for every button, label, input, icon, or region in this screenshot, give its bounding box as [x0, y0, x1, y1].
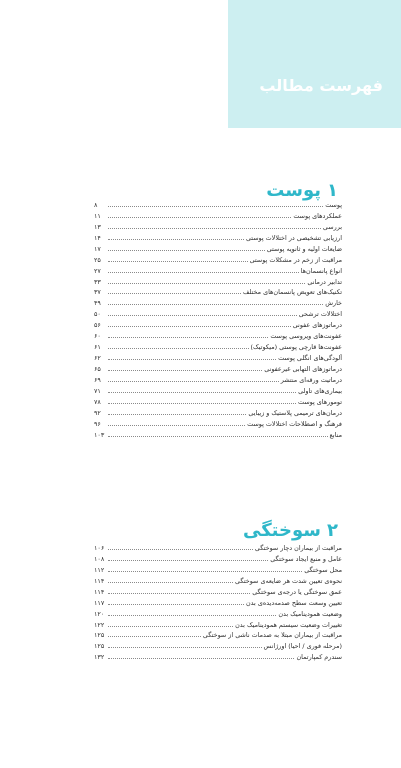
- toc-entry[interactable]: [94, 619, 342, 630]
- toc-entry-page: ۱۲۲: [94, 620, 105, 629]
- dot-leader: [108, 206, 323, 207]
- toc-entry[interactable]: [94, 308, 342, 319]
- toc-entry-title: درماتوزهای التهابی غیرعفونی: [264, 365, 342, 373]
- toc-entry-title: وضعیت همودینامیک بدن: [278, 609, 342, 618]
- toc-entry-title: درمان‌های ترمیمی پلاستیک و زیبایی: [248, 408, 342, 417]
- toc-entry[interactable]: [94, 243, 342, 254]
- toc-entry[interactable]: [94, 374, 342, 385]
- toc-entry-page: ۱۰۶: [94, 543, 105, 552]
- toc-entry-page: ۱۱۴: [94, 576, 105, 585]
- toc-entry-page: ۳۷: [94, 288, 101, 297]
- toc-entry-page: ۲۵: [94, 255, 101, 264]
- toc-entry[interactable]: [94, 254, 342, 265]
- dot-leader: [108, 337, 268, 338]
- page-title: فهرست مطالب: [259, 76, 383, 95]
- dot-leader: [108, 414, 246, 415]
- dot-leader: [108, 304, 323, 305]
- dot-leader: [108, 359, 276, 360]
- toc-entry-page: ۶۵: [94, 365, 101, 373]
- toc-entry-title: نحوه‌ی تعیین شدت هر ضایعه‌ی سوختگی: [235, 576, 342, 585]
- toc-entry-page: ۱۲۰: [94, 609, 105, 618]
- dot-leader: [108, 381, 279, 382]
- dot-leader: [108, 283, 305, 284]
- toc-entry[interactable]: [94, 363, 342, 374]
- toc-entry-title: عامل و منبع ایجاد سوختگی: [270, 554, 342, 563]
- toc-entry[interactable]: [94, 575, 342, 586]
- chapter-number: ۱: [327, 180, 338, 201]
- toc-entry-page: ۱۰۸: [94, 554, 105, 563]
- toc-entry[interactable]: [94, 297, 342, 308]
- dot-leader: [108, 348, 249, 349]
- toc-entry-page: ۷۸: [94, 397, 101, 406]
- toc-entry-page: ۱۷: [94, 244, 101, 253]
- dot-leader: [108, 272, 299, 273]
- dot-leader: [108, 425, 245, 426]
- toc-entry-title: مراقبت از بیماران مبتلا به صدمات ناشی از سوختگی: [202, 631, 342, 640]
- toc-entry-page: ۳۳: [94, 277, 101, 286]
- toc-entry-title: تغییرات وضعیت سیستم همودینامیک بدن: [235, 620, 342, 629]
- dot-leader: [108, 293, 241, 294]
- toc-entry-title: خارش: [325, 299, 342, 308]
- toc-entry-title: عمق سوختگی یا درجه‌ی سوختگی: [252, 587, 342, 596]
- chapter-heading: [266, 180, 338, 201]
- toc-list: [94, 542, 342, 662]
- toc-entry-title: بیماری‌های تاولی: [298, 386, 342, 395]
- chapter-title: سوختگی: [243, 520, 321, 541]
- toc-entry-page: ۴۹: [94, 299, 101, 308]
- toc-entry-title: درماتیت ورقه‌ای منتشر: [280, 375, 342, 384]
- toc-entry-page: ۹۶: [94, 419, 101, 428]
- toc-entry-title: بررسی: [322, 222, 342, 231]
- dot-leader: [108, 626, 233, 627]
- toc-entry[interactable]: [94, 319, 342, 330]
- toc-entry-page: ۸: [94, 200, 98, 209]
- toc-entry[interactable]: [94, 630, 342, 641]
- toc-entry[interactable]: [94, 651, 342, 662]
- toc-entry-page: ۱۲۵: [94, 642, 105, 651]
- toc-entry[interactable]: [94, 407, 342, 418]
- dot-leader: [108, 217, 291, 218]
- toc-entry-title: فرهنگ و اصطلاحات اختلالات پوست: [247, 419, 342, 428]
- dot-leader: [108, 228, 321, 229]
- chapter-heading: [243, 520, 338, 541]
- toc-entry-title: مراقبت از بیماران دچار سوختگی: [254, 543, 342, 552]
- chapter-title: پوست: [266, 180, 321, 201]
- header-banner: [228, 0, 401, 128]
- toc-entry[interactable]: [94, 276, 342, 287]
- toc-entry[interactable]: [94, 352, 342, 363]
- dot-leader: [108, 593, 250, 594]
- dot-leader: [108, 615, 276, 616]
- dot-leader: [108, 647, 262, 648]
- toc-entry[interactable]: [94, 210, 342, 221]
- toc-entry-title: ارزیابی تشخیصی در اختلالات پوستی: [245, 233, 342, 242]
- toc-entry[interactable]: [94, 341, 342, 352]
- toc-entry[interactable]: [94, 553, 342, 564]
- dot-leader: [108, 250, 265, 251]
- toc-entry-title: ضایعات اولیه و ثانویه پوستی: [266, 244, 342, 253]
- toc-entry[interactable]: [94, 564, 342, 575]
- toc-entry-page: ۱۱۷: [94, 598, 105, 607]
- dot-leader: [108, 560, 268, 561]
- toc-entry-title: تومورهای پوست: [298, 397, 342, 406]
- toc-entry-title: درماتوزهای عفونی: [292, 321, 342, 330]
- toc-entry-title: عملکردهای پوست: [293, 211, 342, 220]
- toc-entry[interactable]: [94, 608, 342, 619]
- toc-entry-page: ۵۰: [94, 310, 101, 319]
- dot-leader: [108, 403, 296, 404]
- toc-entry[interactable]: [94, 542, 342, 553]
- toc-entry-title: (مرحله فوری / احیا) اورژانس: [263, 642, 342, 651]
- toc-entry-title: سندرم کمپارتمان: [296, 653, 342, 662]
- toc-entry-page: ۱۳۲: [94, 653, 105, 662]
- toc-entry-page: ۱۰۳: [94, 430, 105, 439]
- toc-entry-page: ۶۲: [94, 354, 101, 363]
- dot-leader: [108, 636, 201, 637]
- toc-entry[interactable]: [94, 287, 342, 298]
- toc-entry-page: ۱۳: [94, 222, 101, 231]
- toc-entry[interactable]: [94, 396, 342, 407]
- toc-entry-title: مراقبت از زخم در مشکلات پوستی: [249, 255, 342, 264]
- toc-entry[interactable]: [94, 586, 342, 597]
- toc-entry-title: آلودگی‌های انگلی پوست: [278, 354, 342, 363]
- toc-entry-page: ۵۶: [94, 321, 101, 330]
- dot-leader: [108, 604, 244, 605]
- toc-entry[interactable]: [94, 330, 342, 341]
- toc-entry-page: ۱۴: [94, 233, 101, 242]
- toc-entry[interactable]: [94, 199, 342, 210]
- toc-entry-page: ۱۱۲: [94, 565, 105, 574]
- toc-entry-page: ۶۱: [94, 343, 101, 352]
- toc-entry-title: منابع: [329, 430, 342, 439]
- toc-entry-page: ۱۱۴: [94, 587, 105, 596]
- toc-entry[interactable]: [94, 640, 342, 651]
- dot-leader: [108, 436, 328, 437]
- toc-entry[interactable]: [94, 385, 342, 396]
- dot-leader: [108, 658, 294, 659]
- dot-leader: [108, 370, 262, 371]
- dot-leader: [108, 326, 291, 327]
- toc-entry-page: ۶۹: [94, 375, 101, 384]
- toc-entry[interactable]: [94, 232, 342, 243]
- dot-leader: [108, 392, 296, 393]
- toc-entry-title: انواع پانسمان‌ها: [300, 266, 342, 275]
- toc-entry-page: ۷۱: [94, 386, 101, 395]
- toc-entry[interactable]: [94, 418, 342, 429]
- toc-entry[interactable]: [94, 265, 342, 276]
- dot-leader: [108, 261, 248, 262]
- toc-list: [94, 199, 342, 440]
- toc-entry-title: عفونت‌های ویروسی پوست: [270, 332, 342, 341]
- toc-entry-title: محل سوختگی: [304, 565, 342, 574]
- toc-entry[interactable]: [94, 429, 342, 440]
- dot-leader: [108, 582, 233, 583]
- toc-entry-title: تدابیر درمانی: [307, 277, 342, 286]
- toc-entry-page: ۲۷: [94, 266, 101, 275]
- dot-leader: [108, 571, 302, 572]
- toc-entry[interactable]: [94, 597, 342, 608]
- toc-entry-page: ۱۱: [94, 211, 101, 220]
- dot-leader: [108, 549, 253, 550]
- toc-entry-title: عفونت‌ها قارچی پوستی (میکوتیک): [250, 343, 342, 352]
- toc-entry-page: ۱۲۵: [94, 631, 105, 640]
- toc-entry-title: اختلالات ترشحی: [298, 310, 342, 319]
- toc-entry-page: ۶۰: [94, 332, 101, 341]
- chapter-number: ۲: [327, 520, 338, 541]
- toc-entry-title: تکنیک‌های تعویض پانسمان‌های مختلف: [242, 288, 342, 297]
- toc-entry-title: پوست: [325, 200, 342, 209]
- dot-leader: [108, 315, 297, 316]
- toc-entry-title: تعیین وسعت سطح صدمه‌دیده‌ی بدن: [245, 598, 342, 607]
- toc-entry-page: ۹۲: [94, 408, 101, 417]
- toc-entry[interactable]: [94, 221, 342, 232]
- dot-leader: [108, 239, 244, 240]
